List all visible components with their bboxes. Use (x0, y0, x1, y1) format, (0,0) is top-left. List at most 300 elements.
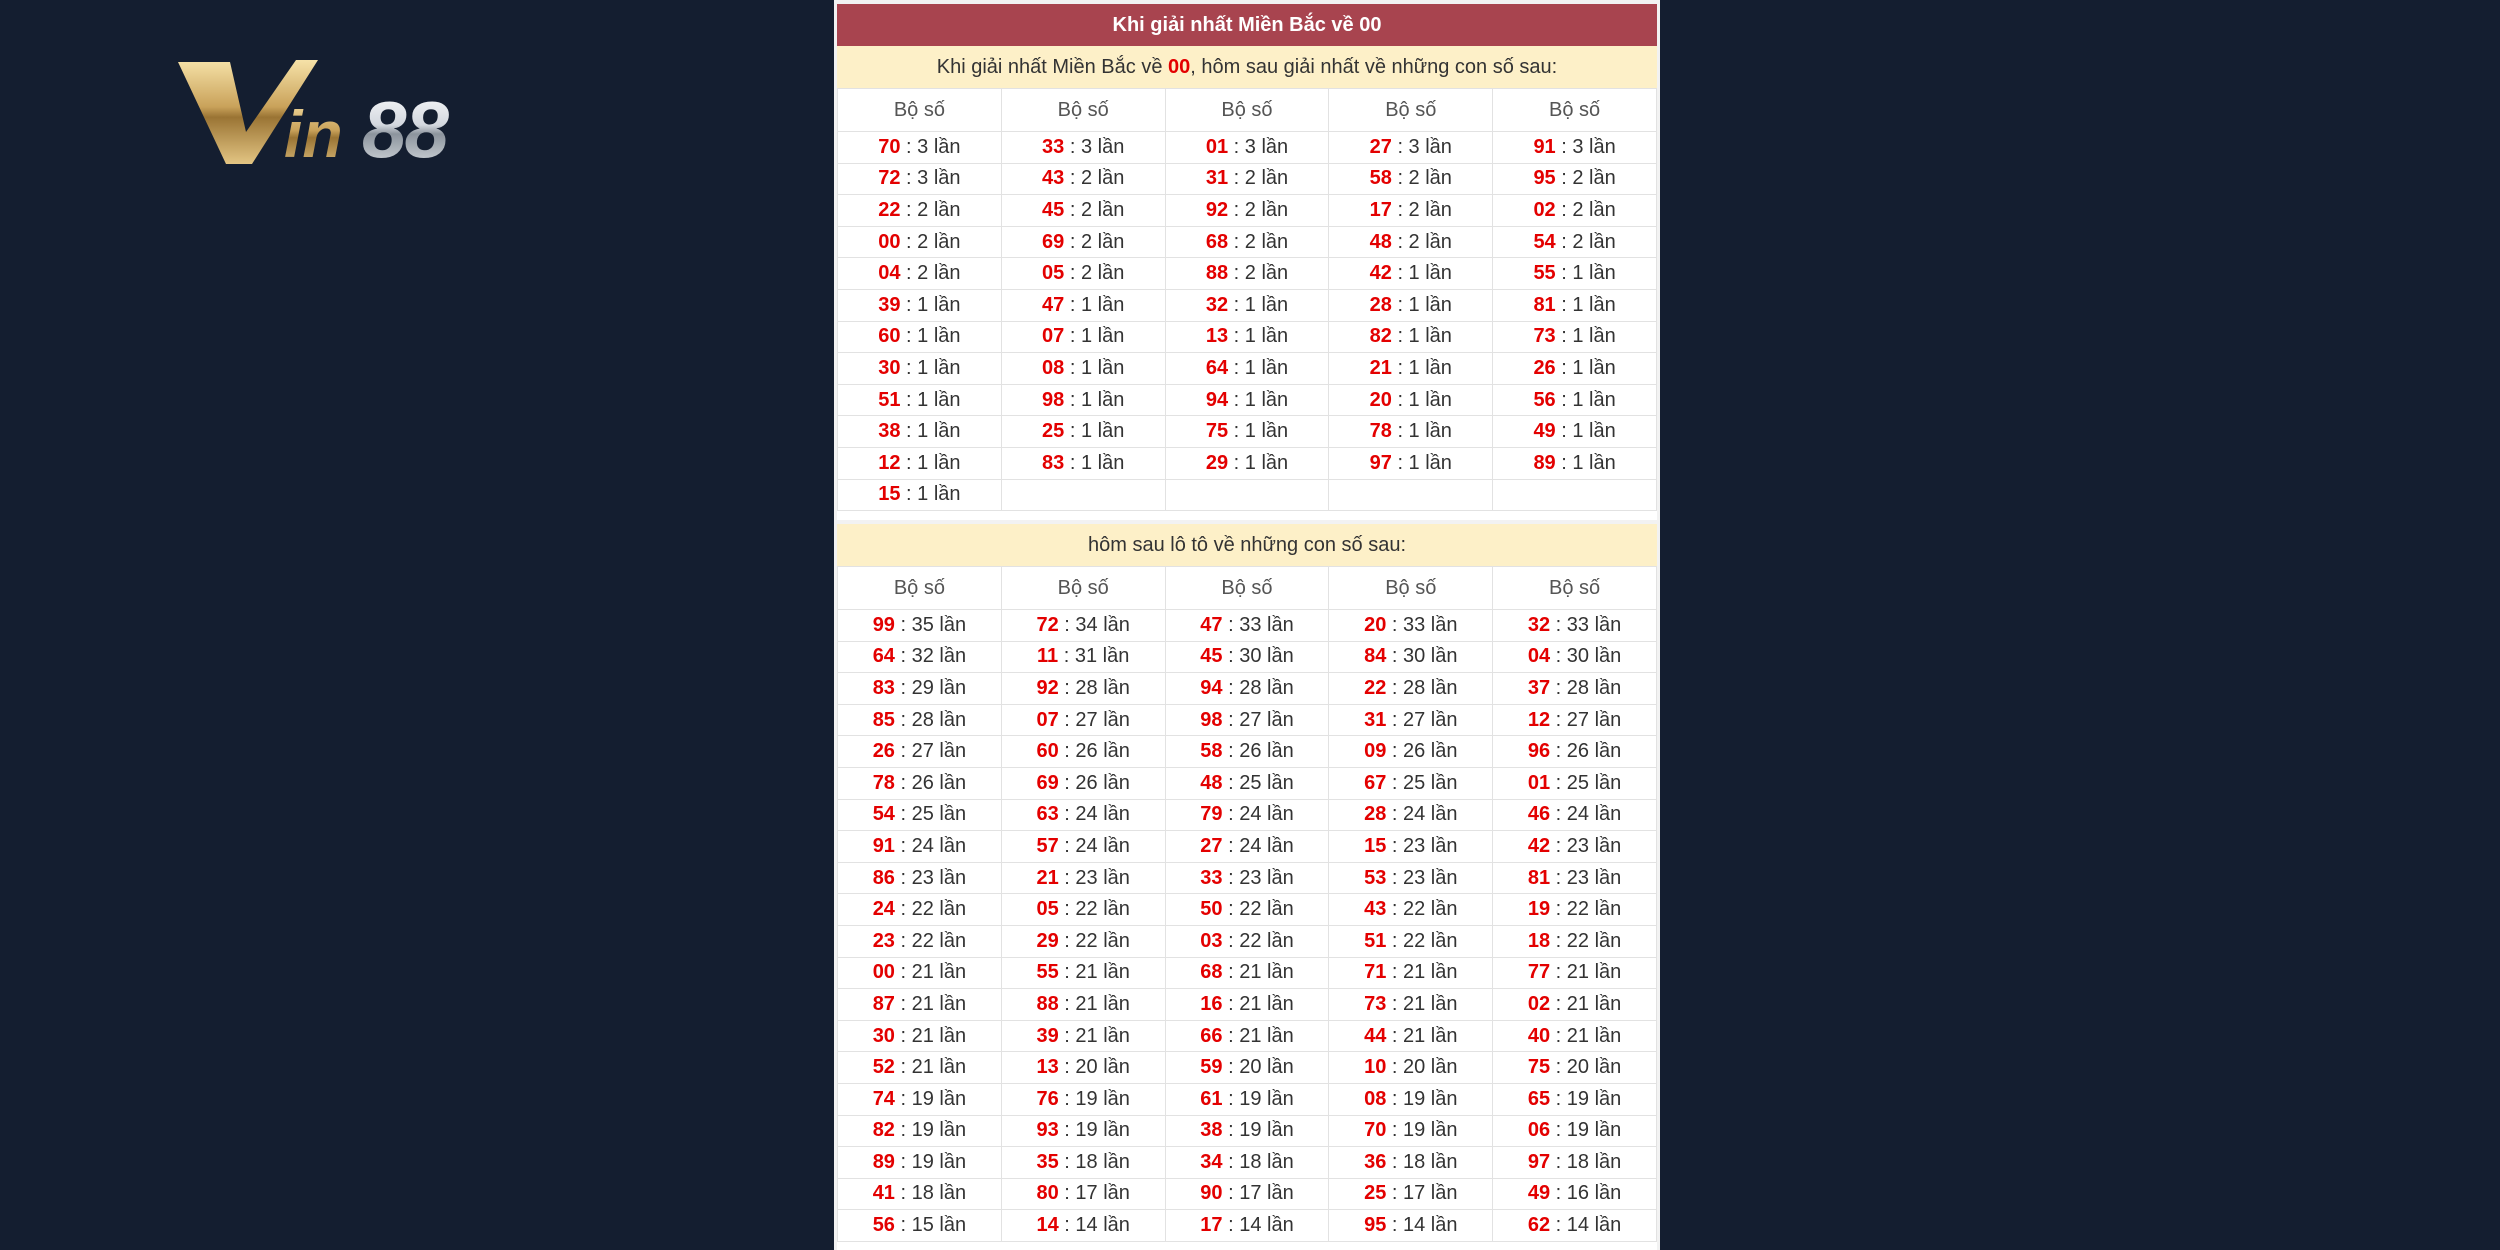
lottery-number: 38 (878, 420, 901, 443)
lottery-number: 44 (1364, 1024, 1387, 1047)
lottery-number: 97 (1369, 451, 1392, 474)
lottery-number: 60 (1036, 740, 1059, 763)
lottery-number: 98 (1042, 388, 1065, 411)
lottery-number: 69 (1036, 771, 1059, 794)
number-cell (838, 226, 1002, 258)
occurrence-count: : 1 lần (1064, 420, 1125, 443)
lottery-number: 23 (872, 929, 895, 952)
number-cell (1001, 673, 1165, 705)
lottery-number: 77 (1527, 961, 1551, 984)
number-cell (1329, 1210, 1493, 1242)
table-row (838, 989, 1657, 1021)
number-cell (1493, 767, 1657, 799)
lottery-number: 64 (1205, 356, 1229, 379)
number-cell (1493, 799, 1657, 831)
lottery-number: 13 (1036, 1056, 1059, 1079)
lottery-number: 55 (1533, 262, 1556, 285)
occurrence-count: : 1 lần (1064, 356, 1125, 379)
occurrence-count: : 19 lần (1386, 1119, 1458, 1142)
occurrence-count: : 2 lần (900, 230, 961, 253)
occurrence-count: : 1 lần (900, 483, 961, 506)
occurrence-count: : 2 lần (1228, 198, 1289, 221)
number-cell (1493, 894, 1657, 926)
number-cell (1001, 1147, 1165, 1179)
occurrence-count: : 24 lần (1058, 834, 1130, 857)
number-cell (1001, 384, 1165, 416)
lottery-number: 08 (1364, 1087, 1387, 1110)
table-row (838, 132, 1657, 164)
occurrence-count: : 29 lần (894, 676, 967, 699)
occurrence-count: : 1 lần (1228, 293, 1289, 316)
number-cell (1493, 479, 1657, 511)
lottery-number: 49 (1527, 1182, 1551, 1205)
table-row (838, 673, 1657, 705)
occurrence-count: : 21 lần (1386, 961, 1458, 984)
number-cell (838, 736, 1002, 768)
occurrence-count: : 2 lần (1391, 198, 1452, 221)
number-cell (1329, 799, 1493, 831)
table-row (838, 1020, 1657, 1052)
lottery-number: 96 (1527, 740, 1551, 763)
number-cell (1329, 862, 1493, 894)
number-cell (838, 894, 1002, 926)
column-header: Bộ số (1329, 89, 1493, 132)
lottery-number: 11 (1037, 645, 1059, 668)
lottery-number: 39 (1036, 1024, 1059, 1047)
occurrence-count: : 21 lần (1550, 992, 1622, 1015)
lottery-number: 49 (1533, 420, 1556, 443)
occurrence-count: : 28 lần (1058, 676, 1130, 699)
occurrence-count: : 17 lần (1058, 1182, 1130, 1205)
number-cell (1165, 610, 1329, 642)
occurrence-count: : 22 lần (1386, 929, 1458, 952)
number-cell (838, 673, 1002, 705)
number-cell (1493, 989, 1657, 1021)
lottery-number: 15 (1364, 834, 1387, 857)
occurrence-count: : 28 lần (894, 708, 967, 731)
lottery-number: 08 (1042, 356, 1065, 379)
lottery-number: 68 (1200, 961, 1223, 984)
occurrence-count: : 2 lần (1391, 230, 1452, 253)
lottery-number: 91 (872, 834, 895, 857)
occurrence-count: : 23 lần (1386, 866, 1458, 889)
number-cell (1165, 479, 1329, 511)
number-cell (1493, 195, 1657, 227)
number-cell (1001, 641, 1165, 673)
lottery-number: 38 (1200, 1119, 1223, 1142)
lottery-number: 07 (1036, 708, 1059, 731)
occurrence-count: : 21 lần (1222, 1024, 1294, 1047)
lottery-number: 37 (1527, 676, 1551, 699)
number-cell (1493, 925, 1657, 957)
number-cell (1329, 704, 1493, 736)
occurrence-count: : 2 lần (1064, 230, 1125, 253)
lottery-number: 53 (1364, 866, 1387, 889)
occurrence-count: : 1 lần (1555, 356, 1616, 379)
number-cell (838, 1020, 1002, 1052)
lottery-number: 27 (1369, 135, 1392, 158)
lottery-number: 26 (872, 740, 895, 763)
occurrence-count: : 2 lần (1228, 167, 1289, 190)
lottery-number: 82 (1369, 325, 1392, 348)
number-cell (1001, 1020, 1165, 1052)
number-cell (1165, 989, 1329, 1021)
occurrence-count: : 19 lần (1222, 1087, 1294, 1110)
column-header: Bộ số (1493, 567, 1657, 610)
occurrence-count: : 3 lần (1228, 135, 1289, 158)
lottery-number: 30 (872, 1024, 895, 1047)
lottery-number: 36 (1364, 1150, 1387, 1173)
first-prize-table (837, 88, 1657, 511)
number-cell (838, 1210, 1002, 1242)
number-cell (1329, 1083, 1493, 1115)
occurrence-count: : 1 lần (1228, 420, 1289, 443)
number-cell (1493, 862, 1657, 894)
occurrence-count: : 28 lần (1222, 676, 1294, 699)
number-cell (1493, 321, 1657, 353)
lottery-number: 12 (1527, 708, 1551, 731)
number-cell (1001, 736, 1165, 768)
occurrence-count: : 25 lần (894, 803, 967, 826)
occurrence-count: : 1 lần (1555, 293, 1616, 316)
occurrence-count: : 1 lần (1555, 262, 1616, 285)
number-cell (1329, 736, 1493, 768)
number-cell (1329, 1020, 1493, 1052)
svg-text:88: 88 (362, 85, 447, 172)
occurrence-count: : 31 lần (1058, 645, 1130, 668)
lottery-number: 69 (1042, 230, 1065, 253)
number-cell (1329, 641, 1493, 673)
number-cell (1165, 1083, 1329, 1115)
lottery-number: 24 (872, 898, 895, 921)
number-cell (1493, 610, 1657, 642)
occurrence-count: : 1 lần (1228, 325, 1289, 348)
number-cell (1329, 416, 1493, 448)
lottery-number: 34 (1200, 1150, 1223, 1173)
vin88-logo (172, 52, 542, 172)
occurrence-count: : 18 lần (1550, 1150, 1622, 1173)
table-row (838, 641, 1657, 673)
lottery-number: 67 (1364, 771, 1387, 794)
occurrence-count: : 1 lần (1064, 325, 1125, 348)
lottery-number: 02 (1527, 992, 1551, 1015)
occurrence-count: : 1 lần (1555, 388, 1616, 411)
number-cell (838, 289, 1002, 321)
number-cell (1165, 894, 1329, 926)
occurrence-count: : 1 lần (1391, 356, 1452, 379)
occurrence-count: : 19 lần (894, 1119, 967, 1142)
occurrence-count: : 1 lần (900, 420, 961, 443)
occurrence-count: : 19 lần (1058, 1087, 1130, 1110)
number-cell (1165, 447, 1329, 479)
lottery-number: 04 (878, 262, 901, 285)
number-cell (838, 925, 1002, 957)
number-cell (1493, 957, 1657, 989)
occurrence-count: : 16 lần (1550, 1182, 1622, 1205)
lottery-number: 32 (1527, 613, 1551, 636)
occurrence-count: : 14 lần (1550, 1214, 1622, 1237)
occurrence-count: : 19 lần (1550, 1119, 1622, 1142)
table-row (838, 384, 1657, 416)
occurrence-count: : 26 lần (894, 771, 967, 794)
column-header: Bộ số (1329, 567, 1493, 610)
lottery-number: 39 (878, 293, 901, 316)
lottery-number: 52 (872, 1056, 895, 1079)
table-row (838, 1083, 1657, 1115)
lottery-number: 40 (1527, 1024, 1551, 1047)
number-cell (1001, 957, 1165, 989)
occurrence-count: : 26 lần (1058, 771, 1130, 794)
number-cell (1165, 704, 1329, 736)
number-cell (1493, 1083, 1657, 1115)
number-cell (1329, 831, 1493, 863)
occurrence-count: : 30 lần (1386, 645, 1458, 668)
occurrence-count: : 3 lần (900, 135, 961, 158)
lottery-number: 41 (872, 1182, 895, 1205)
column-header: Bộ số (838, 567, 1002, 610)
lottery-number: 42 (1369, 262, 1392, 285)
number-cell (1001, 610, 1165, 642)
occurrence-count: : 3 lần (1064, 135, 1125, 158)
occurrence-count: : 21 lần (1222, 961, 1294, 984)
number-cell (1165, 321, 1329, 353)
section-title: Khi giải nhất Miền Bắc về 00 (837, 4, 1657, 46)
occurrence-count: : 2 lần (1555, 198, 1616, 221)
lottery-number: 26 (1533, 356, 1556, 379)
lottery-number: 54 (872, 803, 895, 826)
number-cell (1001, 416, 1165, 448)
occurrence-count: : 20 lần (1550, 1056, 1622, 1079)
number-cell (1329, 226, 1493, 258)
number-cell (1001, 989, 1165, 1021)
table-row (838, 799, 1657, 831)
column-header: Bộ số (1165, 89, 1329, 132)
table-row (838, 1052, 1657, 1084)
lottery-number: 47 (1042, 293, 1065, 316)
occurrence-count: : 22 lần (1058, 929, 1130, 952)
occurrence-count: : 14 lần (1386, 1214, 1458, 1237)
occurrence-count: : 2 lần (1064, 198, 1125, 221)
number-cell (838, 831, 1002, 863)
lottery-number: 78 (872, 771, 895, 794)
number-cell (1165, 163, 1329, 195)
occurrence-count: : 21 lần (894, 992, 967, 1015)
lottery-number: 31 (1364, 708, 1387, 731)
number-cell (1165, 767, 1329, 799)
number-cell (838, 353, 1002, 385)
occurrence-count: : 27 lần (1386, 708, 1458, 731)
lottery-number: 22 (878, 198, 901, 221)
number-cell (1001, 195, 1165, 227)
occurrence-count: : 21 lần (1550, 961, 1622, 984)
number-cell (1329, 673, 1493, 705)
number-cell (1001, 353, 1165, 385)
occurrence-count: : 1 lần (1391, 451, 1452, 474)
occurrence-count: : 2 lần (1555, 230, 1616, 253)
occurrence-count: : 25 lần (1222, 771, 1294, 794)
lottery-number: 61 (1200, 1087, 1223, 1110)
lottery-number: 31 (1205, 167, 1229, 190)
occurrence-count: : 27 lần (894, 740, 967, 763)
number-cell (1001, 894, 1165, 926)
lottery-number: 95 (1364, 1214, 1387, 1237)
lottery-number: 88 (1036, 992, 1059, 1015)
lottery-number: 48 (1369, 230, 1392, 253)
occurrence-count: : 1 lần (1228, 451, 1289, 474)
section-subtitle: Khi giải nhất Miền Bắc về 00, hôm sau giải nhất về những con số sau: (837, 46, 1657, 88)
lottery-number: 85 (872, 708, 895, 731)
table-row (838, 289, 1657, 321)
number-cell (1001, 925, 1165, 957)
number-cell (1329, 1147, 1493, 1179)
occurrence-count: : 2 lần (900, 262, 961, 285)
occurrence-count: : 1 lần (1555, 325, 1616, 348)
occurrence-count: : 26 lần (1222, 740, 1294, 763)
number-cell (1329, 989, 1493, 1021)
occurrence-count: : 27 lần (1058, 708, 1130, 731)
lottery-number: 15 (878, 483, 901, 506)
occurrence-count: : 19 lần (894, 1087, 967, 1110)
number-cell (1329, 447, 1493, 479)
lottery-number: 33 (1200, 866, 1223, 889)
occurrence-count: : 1 lần (900, 356, 961, 379)
lottery-number: 42 (1527, 834, 1551, 857)
number-cell (838, 447, 1002, 479)
lottery-number: 86 (872, 866, 895, 889)
lottery-number: 83 (872, 676, 895, 699)
table-row (838, 1147, 1657, 1179)
number-cell (1493, 289, 1657, 321)
occurrence-count: : 15 lần (894, 1214, 967, 1237)
number-cell (838, 610, 1002, 642)
occurrence-count: : 21 lần (1386, 1024, 1458, 1047)
table-row (838, 163, 1657, 195)
table-row (838, 353, 1657, 385)
occurrence-count: : 1 lần (900, 451, 961, 474)
table-row (838, 226, 1657, 258)
first-prize-card (837, 4, 1657, 520)
occurrence-count: : 22 lần (894, 929, 967, 952)
number-cell (1165, 258, 1329, 290)
number-cell (1165, 1147, 1329, 1179)
lottery-number: 21 (1369, 356, 1392, 379)
table-row (838, 195, 1657, 227)
occurrence-count: : 1 lần (1064, 388, 1125, 411)
loto-subtitle: hôm sau lô tô về những con số sau: (837, 524, 1657, 566)
lottery-number: 94 (1205, 388, 1229, 411)
occurrence-count: : 2 lần (1555, 167, 1616, 190)
column-header: Bộ số (1001, 89, 1165, 132)
number-cell (838, 704, 1002, 736)
number-cell (1165, 641, 1329, 673)
lottery-number: 94 (1200, 676, 1223, 699)
occurrence-count: : 22 lần (1550, 898, 1622, 921)
number-cell (1493, 1020, 1657, 1052)
number-cell (838, 1115, 1002, 1147)
lottery-number: 63 (1036, 803, 1059, 826)
occurrence-count: : 21 lần (1222, 992, 1294, 1015)
number-cell (1493, 1052, 1657, 1084)
number-cell (1165, 799, 1329, 831)
number-cell (1329, 957, 1493, 989)
number-cell (1493, 641, 1657, 673)
table-row (838, 479, 1657, 511)
table-row (838, 862, 1657, 894)
number-cell (1001, 132, 1165, 164)
table-row (838, 704, 1657, 736)
occurrence-count: : 18 lần (1386, 1150, 1458, 1173)
lottery-number: 99 (872, 613, 895, 636)
lottery-number: 09 (1364, 740, 1387, 763)
number-cell (838, 479, 1002, 511)
occurrence-count: : 19 lần (1058, 1119, 1130, 1142)
lottery-number: 21 (1036, 866, 1059, 889)
loto-card (837, 524, 1657, 1250)
number-cell (1165, 416, 1329, 448)
lottery-number: 95 (1533, 167, 1556, 190)
occurrence-count: : 23 lần (1386, 834, 1458, 857)
column-header: Bộ số (1001, 567, 1165, 610)
occurrence-count: : 18 lần (1222, 1150, 1294, 1173)
number-cell (1001, 321, 1165, 353)
table-row (838, 1115, 1657, 1147)
lottery-number: 33 (1042, 135, 1065, 158)
occurrence-count: : 27 lần (1550, 708, 1622, 731)
lottery-number: 60 (878, 325, 901, 348)
table-row (838, 416, 1657, 448)
number-cell (1001, 799, 1165, 831)
occurrence-count: : 28 lần (1386, 676, 1458, 699)
lottery-number: 05 (1042, 262, 1065, 285)
number-cell (1001, 479, 1165, 511)
occurrence-count: : 22 lần (1386, 898, 1458, 921)
occurrence-count: : 21 lần (894, 961, 967, 984)
occurrence-count: : 20 lần (1058, 1056, 1130, 1079)
number-cell (1001, 704, 1165, 736)
lottery-number: 81 (1527, 866, 1551, 889)
table-row (838, 957, 1657, 989)
number-cell (838, 1052, 1002, 1084)
occurrence-count: : 21 lần (1550, 1024, 1622, 1047)
lottery-number: 01 (1205, 135, 1229, 158)
occurrence-count: : 14 lần (1058, 1214, 1130, 1237)
occurrence-count: : 2 lần (1228, 262, 1289, 285)
number-cell (1493, 132, 1657, 164)
occurrence-count: : 21 lần (1386, 992, 1458, 1015)
table-row (838, 925, 1657, 957)
number-cell (1493, 416, 1657, 448)
occurrence-count: : 30 lần (1222, 645, 1294, 668)
number-cell (1329, 132, 1493, 164)
occurrence-count: : 1 lần (1391, 325, 1452, 348)
occurrence-count: : 26 lần (1058, 740, 1130, 763)
occurrence-count: : 3 lần (1391, 135, 1452, 158)
number-cell (838, 989, 1002, 1021)
occurrence-count: : 26 lần (1386, 740, 1458, 763)
occurrence-count: : 1 lần (1064, 451, 1125, 474)
lottery-number: 87 (872, 992, 895, 1015)
lottery-number: 58 (1369, 167, 1392, 190)
column-header: Bộ số (1165, 567, 1329, 610)
lottery-number: 66 (1200, 1024, 1223, 1047)
number-cell (1001, 767, 1165, 799)
occurrence-count: : 21 lần (1058, 961, 1130, 984)
statistics-panel (834, 0, 1660, 1250)
table-row (838, 321, 1657, 353)
lottery-number: 35 (1036, 1150, 1059, 1173)
lottery-number: 20 (1369, 388, 1392, 411)
lottery-number: 73 (1364, 992, 1387, 1015)
